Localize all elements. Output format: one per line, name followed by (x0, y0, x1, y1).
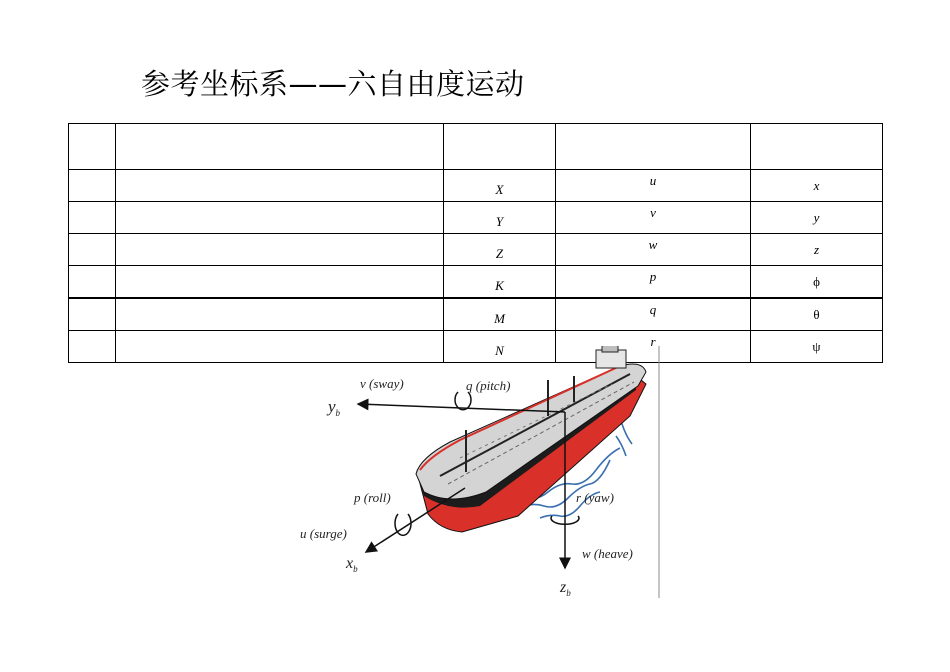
header-cell-dof (69, 124, 116, 170)
force-cell: M (444, 298, 556, 331)
position-cell: y (751, 202, 883, 234)
description-cell (116, 266, 444, 299)
velocity-cell: u (556, 170, 751, 202)
xb-label: $x_b$ (346, 555, 358, 574)
description-cell (116, 170, 444, 202)
description-cell (116, 298, 444, 331)
force-cell: X (444, 170, 556, 202)
position-cell: z (751, 234, 883, 266)
table-row (69, 234, 883, 266)
zb-label: $z_b$ (560, 579, 571, 598)
table-row (69, 202, 883, 234)
table-header-row (69, 124, 883, 170)
position-cell: ϕ (751, 266, 883, 299)
pitch-label: q (pitch) (466, 378, 511, 393)
header-cell-description (116, 124, 444, 170)
position-cell: x (751, 170, 883, 202)
velocity-cell: v (556, 202, 751, 234)
force-cell: Z (444, 234, 556, 266)
ship-motion-diagram (290, 346, 670, 602)
roll-label: p (roll) (354, 490, 391, 505)
pitch-rotation-arrow (455, 392, 471, 410)
table-row (69, 170, 883, 202)
page-title: 参考坐标系——六自由度运动 (141, 67, 525, 101)
position-cell: θ (751, 298, 883, 331)
position-cell: ψ (751, 331, 883, 363)
force-cell: N (444, 331, 556, 363)
dof-cell (69, 234, 116, 266)
description-cell (116, 202, 444, 234)
force-cell: Y (444, 202, 556, 234)
velocity-cell: r (556, 331, 751, 363)
velocity-cell: q (556, 298, 751, 331)
description-cell (116, 234, 444, 266)
table-row (69, 266, 883, 299)
force-cell: K (444, 266, 556, 299)
dof-cell (69, 202, 116, 234)
yaw-label: r (yaw) (576, 490, 614, 505)
velocity-cell: p (556, 266, 751, 299)
sway-label: v (sway) (360, 376, 404, 391)
header-cell-position (751, 124, 883, 170)
dof-cell (69, 266, 116, 299)
dof-cell (69, 298, 116, 331)
dof-cell (69, 170, 116, 202)
velocity-cell: w (556, 234, 751, 266)
header-cell-force (444, 124, 556, 170)
table-row (69, 298, 883, 331)
header-cell-velocity (556, 124, 751, 170)
heave-label: w (heave) (582, 546, 633, 561)
dof-cell (69, 331, 116, 363)
dof-table (68, 123, 883, 363)
yb-label: $y_b$ (328, 397, 341, 418)
surge-label: u (surge) (300, 526, 347, 541)
